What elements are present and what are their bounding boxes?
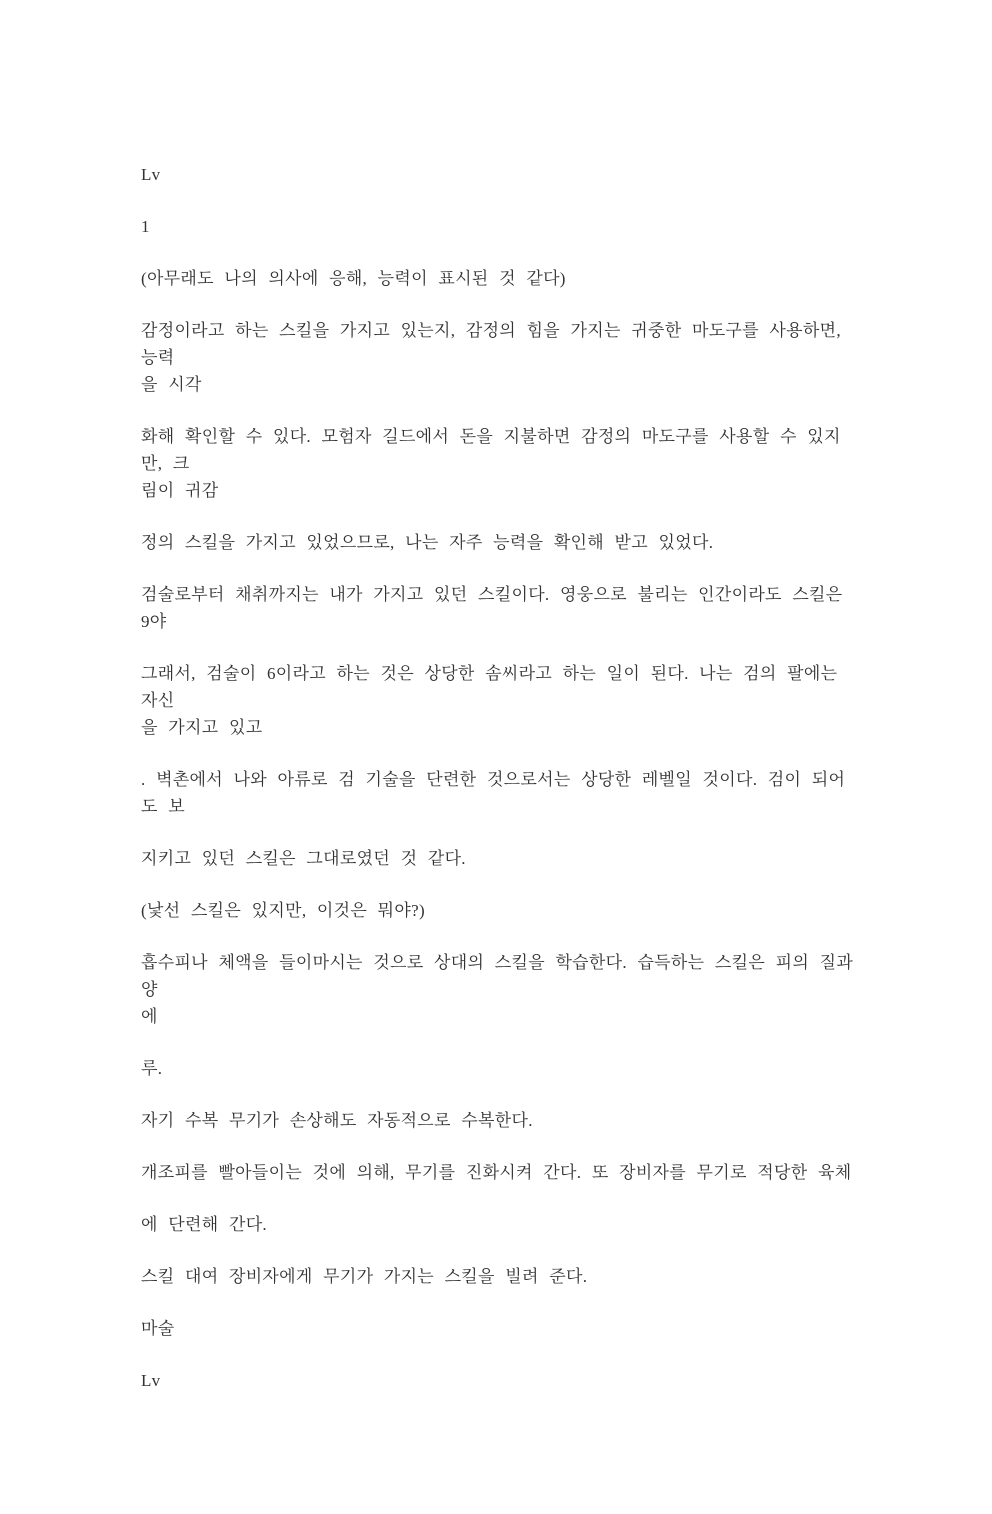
text-line: 스킬 대여 장비자에게 무기가 가지는 스킬을 빌려 준다.: [141, 1267, 588, 1286]
text-line: Lv: [141, 1371, 161, 1390]
text-line: 을 가지고 있고: [141, 718, 263, 737]
text-line: (아무래도 나의 의사에 응해, 능력이 표시된 것 같다): [141, 269, 566, 288]
paragraph: [141, 1107, 854, 1134]
text-line: 검술로부터 채취까지는 내가 가지고 있던 스킬이다. 영웅으로 불리는 인간이라도 스킬은 9야: [141, 585, 843, 631]
text-line: 자기 수복 무기가 손상해도 자동적으로 수복한다.: [141, 1111, 533, 1130]
text-line: 마술: [141, 1319, 175, 1338]
text-line: (낯선 스킬은 있지만, 이것은 뭐야?): [141, 901, 425, 920]
text-line: . 벽촌에서 나와 아류로 검 기술을 단련한 것으로서는 상당한 레벨일 것이다. 검이 되어도 보: [141, 770, 846, 816]
paragraph: [141, 1211, 854, 1238]
paragraph: [141, 766, 854, 820]
paragraph: [141, 1055, 854, 1082]
text-line: 을 시각: [141, 375, 202, 394]
paragraph: [141, 845, 854, 872]
text-line: 감정이라고 하는 스킬을 가지고 있는지, 감정의 힘을 가지는 귀중한 마도구를 사용하면, 능력: [141, 321, 841, 367]
text-line: Lv: [141, 165, 161, 184]
paragraph: [141, 1367, 854, 1394]
text-line: 림이 귀감: [141, 481, 219, 500]
paragraph: [141, 897, 854, 924]
text-line: 루.: [141, 1059, 163, 1078]
text-line: 화해 확인할 수 있다. 모험자 길드에서 돈을 지불하면 감정의 마도구를 사용할 수 있지만, 크: [141, 427, 841, 473]
paragraph: [141, 660, 854, 741]
text-line: 흡수피나 체액을 들이마시는 것으로 상대의 스킬을 학습한다. 습득하는 스킬은 피의 질과 양: [141, 953, 854, 999]
text-line: 에: [141, 1007, 158, 1026]
paragraph: [141, 581, 854, 635]
text-line: 개조피를 빨아들이는 것에 의해, 무기를 진화시켜 간다. 또 장비자를 무기로 적당한 육체: [141, 1163, 852, 1182]
paragraph: [141, 213, 854, 240]
text-line: 1: [141, 217, 150, 236]
paragraph: [141, 949, 854, 1030]
paragraph: [141, 1315, 854, 1342]
text-line: 에 단련해 간다.: [141, 1215, 267, 1234]
paragraph: [141, 161, 854, 188]
document-text: [141, 161, 854, 1394]
paragraph: [141, 423, 854, 504]
paragraph: [141, 265, 854, 292]
paragraph: [141, 1159, 854, 1186]
paragraph: [141, 1263, 854, 1290]
text-line: 정의 스킬을 가지고 있었으므로, 나는 자주 능력을 확인해 받고 있었다.: [141, 533, 714, 552]
paragraph: [141, 529, 854, 556]
text-line: 지키고 있던 스킬은 그대로였던 것 같다.: [141, 849, 466, 868]
paragraph: [141, 317, 854, 398]
text-line: 그래서, 검술이 6이라고 하는 것은 상당한 솜씨라고 하는 일이 된다. 나는 검의 팔에는 자신: [141, 664, 838, 710]
